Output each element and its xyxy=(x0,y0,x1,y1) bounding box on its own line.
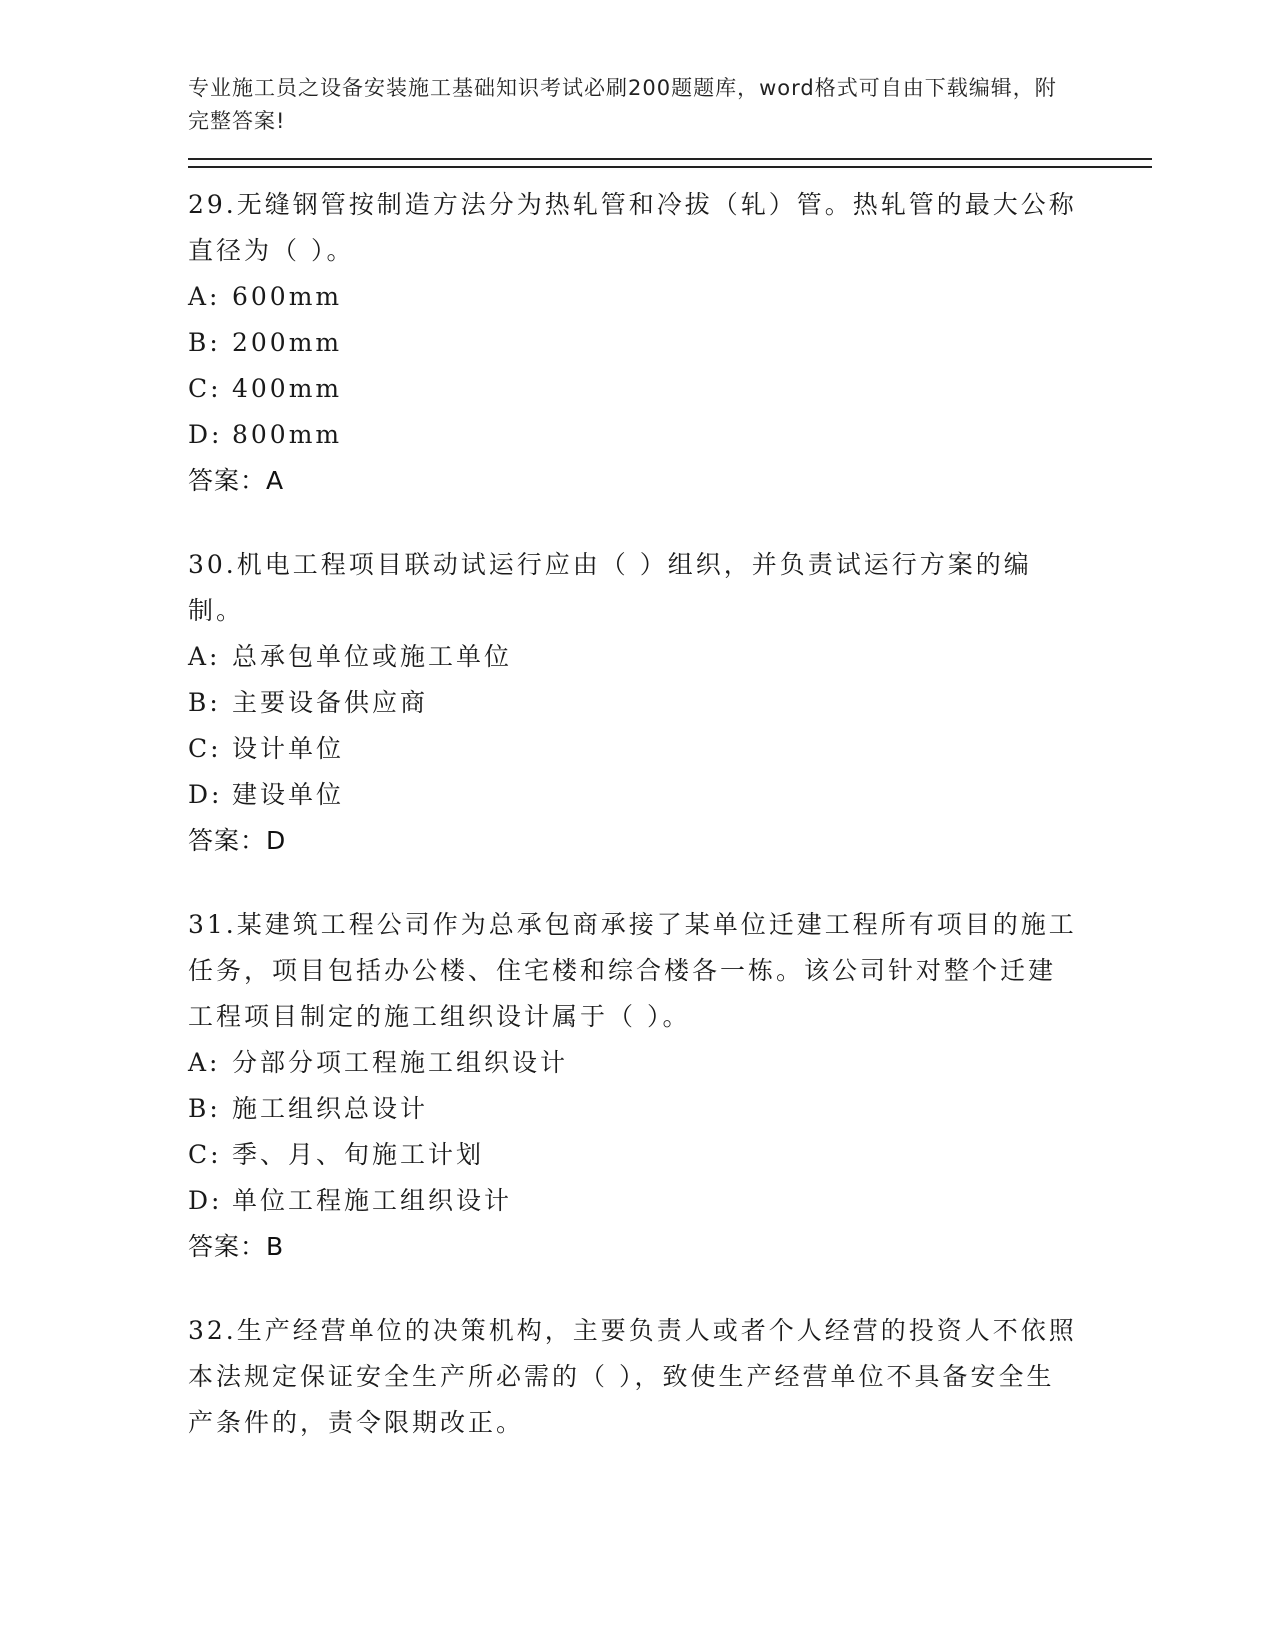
question-stem: 29.无缝钢管按制造方法分为热轧管和冷拔（轧）管。热轧管的最大公称直径为（ ）。 xyxy=(188,190,1077,265)
option-label: A: xyxy=(188,642,221,671)
option-b xyxy=(188,680,1152,726)
option-label: C: xyxy=(188,734,222,763)
option-label: B: xyxy=(188,328,221,357)
header-double-rule xyxy=(188,158,1152,168)
answer-line: 答案：D xyxy=(188,826,287,855)
option-text: 600mm xyxy=(232,282,343,311)
option-label: D: xyxy=(188,420,223,449)
option-d xyxy=(188,1178,1152,1224)
option-c xyxy=(188,1132,1152,1178)
answer-line: 答案：A xyxy=(188,466,285,495)
option-text: 施工组织总设计 xyxy=(232,1094,429,1123)
question-31 xyxy=(188,902,1152,1270)
option-text: 设计单位 xyxy=(232,734,345,763)
option-d xyxy=(188,412,1152,458)
option-label: C: xyxy=(188,374,222,403)
option-b xyxy=(188,1086,1152,1132)
option-b xyxy=(188,320,1152,366)
option-d xyxy=(188,772,1152,818)
option-text: 季、月、旬施工计划 xyxy=(232,1140,485,1169)
option-a xyxy=(188,1040,1152,1086)
option-a xyxy=(188,634,1152,680)
question-stem: 32.生产经营单位的决策机构，主要负责人或者个人经营的投资人不依照本法规定保证安全生产所必需的（ ），致使生产经营单位不具备安全生产条件的，责令限期改正。 xyxy=(188,1316,1077,1437)
option-text: 800mm xyxy=(232,420,343,449)
option-label: C: xyxy=(188,1140,222,1169)
option-label: D: xyxy=(188,780,223,809)
option-text: 分部分项工程施工组织设计 xyxy=(232,1048,569,1077)
option-label: A: xyxy=(188,282,221,311)
option-text: 单位工程施工组织设计 xyxy=(232,1186,513,1215)
option-text: 主要设备供应商 xyxy=(232,688,429,717)
option-label: A: xyxy=(188,1048,221,1077)
document-page xyxy=(188,72,1152,1446)
option-label: B: xyxy=(188,688,221,717)
option-label: B: xyxy=(188,1094,221,1123)
option-a xyxy=(188,274,1152,320)
answer-line: 答案：B xyxy=(188,1232,285,1261)
option-c xyxy=(188,366,1152,412)
option-text: 200mm xyxy=(232,328,343,357)
option-text: 建设单位 xyxy=(232,780,345,809)
question-30 xyxy=(188,542,1152,864)
question-29 xyxy=(188,182,1152,504)
option-text: 400mm xyxy=(232,374,343,403)
option-text: 总承包单位或施工单位 xyxy=(232,642,513,671)
question-stem: 30.机电工程项目联动试运行应由（ ）组织，并负责试运行方案的编制。 xyxy=(188,550,1032,625)
question-32 xyxy=(188,1308,1152,1446)
question-stem: 31.某建筑工程公司作为总承包商承接了某单位迁建工程所有项目的施工任务，项目包括办公楼、住宅楼和综合楼各一栋。该公司针对整个迁建工程项目制定的施工组织设计属于（ ）。 xyxy=(188,910,1077,1031)
document-header: 专业施工员之设备安装施工基础知识考试必刷200题题库，word格式可自由下载编辑，附完整答案! xyxy=(188,76,1057,133)
option-label: D: xyxy=(188,1186,223,1215)
option-c xyxy=(188,726,1152,772)
